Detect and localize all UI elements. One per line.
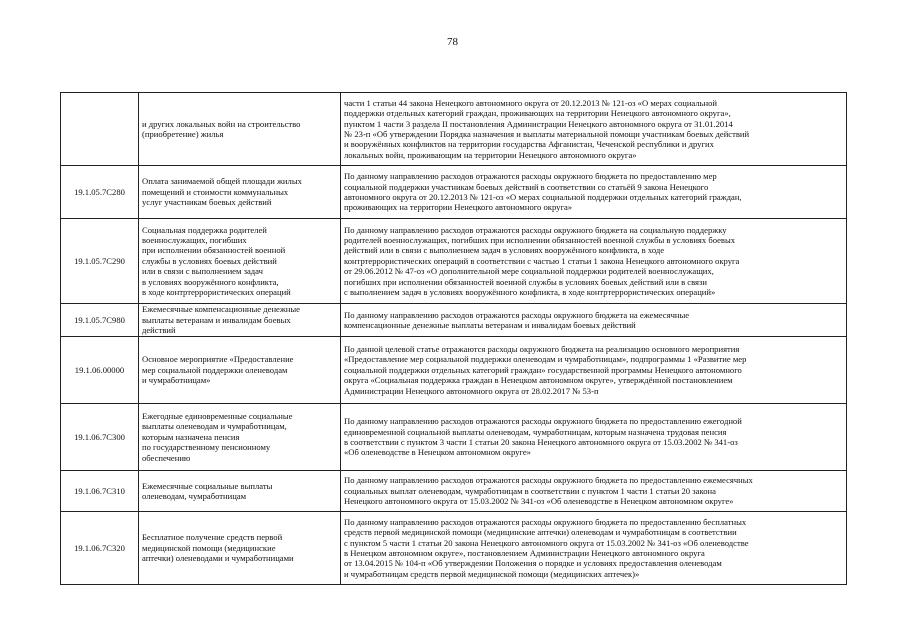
row-name-cell: и других локальных войн на строительство (приобретение) жилья <box>139 93 341 166</box>
row-description-cell: По данному направлению расходов отражаются расходы окружного бюджета по предоставлению ежегодной единовременной социальной выплаты оленеводам, чумработницам, которым назначена трудовая пенсия в соответствии с пунктом 3 части 1 статьи 20 закона Ненецкого автономного округа от 15.03.2002 № 341-оз «Об оленеводстве в Ненецком автономном округе» <box>341 404 847 471</box>
row-description-cell: По данной целевой статье отражаются расходы окружного бюджета на реализацию основного мероприятия «Предоставление мер социальной поддержки оленеводам и чумработницам», подпрограммы 1 «Развитие мер социальной поддержки отдельных категорий граждан» государственной программы Ненецкого автономного округа «Социальная поддержка граждан в Ненецком автономном округе», утверждённой постановлением Администрации Ненецкого автономного округа от 28.02.2017 № 53-п <box>341 337 847 404</box>
table-row <box>61 337 847 404</box>
row-description-cell: части 1 статьи 44 закона Ненецкого автономного округа от 20.12.2013 № 121-оз «О мерах социальной поддержки отдельных категорий граждан, проживающих на территории Ненецкого автономного округа», пунктом 1 части 3 раздела II постановления Администрации Ненецкого автономного округа от 31.01.2014 № 23-п «Об утверждении Порядка назначения и выплаты материальной помощи участникам боевых действий и вооружённых конфликтов на территории государства Афганистан, Чеченской республики и других локальных войн, проживающим на территории Ненецкого автономного округа» <box>341 93 847 166</box>
row-code-cell: 19.1.06.7С320 <box>61 512 139 585</box>
row-description-cell: По данному направлению расходов отражаются расходы окружного бюджета по предоставлению ежемесячных социальных выплат оленеводам, чумработницам в соответствии с пунктом 1 части 1 статьи 20 закона Ненецкого автономного округа от 15.03.2002 № 341-оз «Об оленеводстве в Ненецком автономном округе» <box>341 471 847 512</box>
table-row <box>61 471 847 512</box>
row-code-cell: 19.1.06.7С310 <box>61 471 139 512</box>
row-description-cell: По данному направлению расходов отражаются расходы окружного бюджета по предоставлению мер социальной поддержки участникам боевых действий в соответствии со статьёй 9 закона Ненецкого автономного округа от 20.12.2013 № 121-оз «О мерах социальной поддержки отдельных категорий граждан, проживающих на территории Ненецкого автономного округа» <box>341 166 847 219</box>
row-name-cell: Ежемесячные компенсационные денежные выплаты ветеранам и инвалидам боевых действий <box>139 304 341 337</box>
row-code-cell: 19.1.05.7С290 <box>61 219 139 304</box>
table-row <box>61 512 847 585</box>
table-row <box>61 404 847 471</box>
table-row <box>61 166 847 219</box>
row-name-cell: Бесплатное получение средств первой медицинской помощи (медицинские аптечки) оленеводами и чумработницами <box>139 512 341 585</box>
row-name-cell: Оплата занимаемой общей площади жилых помещений и стоимости коммунальных услуг участникам боевых действий <box>139 166 341 219</box>
budget-classification-table <box>60 92 847 585</box>
table-row <box>61 304 847 337</box>
row-name-cell: Основное мероприятие «Предоставление мер социальной поддержки оленеводам и чумработницам» <box>139 337 341 404</box>
row-name-cell: Ежегодные единовременные социальные выплаты оленеводам и чумработницам, которым назначена пенсия по государственному пенсионному обеспечению <box>139 404 341 471</box>
row-name-cell: Социальная поддержка родителей военнослужащих, погибших при исполнении обязанностей военной службы в условиях боевых действий или в связи с выполнением задач в условиях вооружённого конфликта, в ходе контртеррористических операций <box>139 219 341 304</box>
row-name-cell: Ежемесячные социальные выплаты оленеводам, чумработницам <box>139 471 341 512</box>
row-code-cell <box>61 93 139 166</box>
row-description-cell: По данному направлению расходов отражаются расходы окружного бюджета на социальную поддержку родителей военнослужащих, погибших при исполнении обязанностей военной службы в условиях боевых действий или в связи с выполнением задач в условиях вооружённого конфликта, в ходе контртеррористических операций в соответствии с частью 1 статьи 1 закона Ненецкого автономного округа от 29.06.2012 № 47-оз «О дополнительной мере социальной поддержки родителей военнослужащих, погибших при исполнении обязанностей военной службы в условиях боевых действий или в связи с выполнением задач в условиях вооружённого конфликта, в ходе контртеррористических операций» <box>341 219 847 304</box>
row-code-cell: 19.1.05.7С980 <box>61 304 139 337</box>
page-number: 78 <box>447 36 458 48</box>
row-code-cell: 19.1.06.7С300 <box>61 404 139 471</box>
row-description-cell: По данному направлению расходов отражаются расходы окружного бюджета на ежемесячные компенсационные денежные выплаты ветеранам и инвалидам боевых действий <box>341 304 847 337</box>
row-description-cell: По данному направлению расходов отражаются расходы окружного бюджета по предоставлению бесплатных средств первой медицинской помощи (медицинские аптечки) оленеводам и чумработницам в соответствии с пунктом 5 части 1 статьи 20 закона Ненецкого автономного округа от 15.03.2002 № 341-оз «Об оленеводстве в Ненецком автономном округе», постановлением Администрации Ненецкого автономного округа от 13.04.2015 № 104-п «Об утверждении Положения о порядке и условиях предоставления оленеводам и чумработницам средств первой медицинской помощи (медицинских аптечек)» <box>341 512 847 585</box>
table-row <box>61 93 847 166</box>
row-code-cell: 19.1.06.00000 <box>61 337 139 404</box>
table-row <box>61 219 847 304</box>
row-code-cell: 19.1.05.7С280 <box>61 166 139 219</box>
